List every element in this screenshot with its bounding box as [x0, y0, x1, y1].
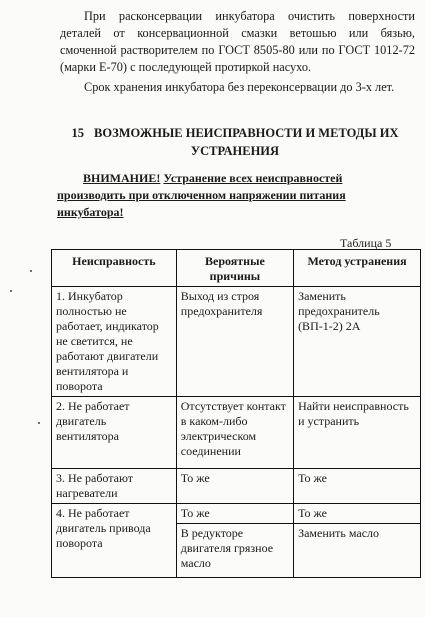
warning-text-line3: инкубатора!: [57, 205, 124, 219]
warning-block: [57, 170, 407, 221]
table-row: [52, 469, 421, 504]
paragraph-storage-period: Срок хранения инкубатора без переконсервации до 3-х лет.: [84, 80, 395, 94]
section-heading: [55, 124, 415, 160]
cell-fault: 3. Не работают нагреватели: [52, 469, 177, 504]
cell-remedy: То же: [294, 469, 421, 504]
header-remedy: Метод устранения: [294, 250, 421, 287]
warning-label: ВНИМАНИЕ!: [83, 171, 161, 185]
cell-cause: Выход из строя предохранителя: [176, 287, 293, 397]
table-row: [52, 287, 421, 397]
cell-remedy: Найти неисправность и устранить: [294, 397, 421, 469]
header-fault: Неисправность: [52, 250, 177, 287]
warning-text-line2: производить при отключенном напряжении питания: [57, 188, 346, 202]
table-header-row: [52, 250, 421, 287]
cell-cause: В редукторе двигателя грязное масло: [176, 524, 293, 578]
cell-cause: Отсутствует контакт в каком-либо электрическом соединении: [176, 397, 293, 469]
cell-fault: 1. Инкубатор полностью не работает, индикатор не светится, не работают двигатели вентилятора и поворота: [52, 287, 177, 397]
cell-fault: 4. Не работает двигатель привода поворота: [52, 504, 177, 578]
cell-fault: 2. Не работает двигатель вентилятора: [52, 397, 177, 469]
cell-remedy: То же: [294, 504, 421, 524]
table-row: [52, 504, 421, 524]
cell-remedy: Заменить масло: [294, 524, 421, 578]
header-causes: Вероятные причины: [176, 250, 293, 287]
warning-text-line1: Устранение всех неисправностей: [163, 171, 343, 185]
cell-remedy: Заменить предохранитель (ВП-1-2) 2А: [294, 287, 421, 397]
paragraph-deconservation: При расконсервации инкубатора очистить поверхности деталей от консервационной смазки ветошью или бязью, смоченной растворителем по ГОСТ 8505-80 или по ГОСТ 1012-72 (марки Е-70) с последующей протиркой насухо.: [60, 9, 415, 74]
section-title: ВОЗМОЖНЫЕ НЕИСПРАВНОСТИ И МЕТОДЫ ИХ УСТРАНЕНИЯ: [94, 126, 399, 158]
scan-speck: [38, 422, 40, 424]
table-caption: Таблица 5: [340, 236, 392, 250]
table-row: [52, 397, 421, 469]
section-number: 15: [71, 126, 85, 140]
faults-table: [51, 249, 421, 578]
cell-cause: То же: [176, 504, 293, 524]
scan-speck: [10, 290, 12, 292]
cell-cause: То же: [176, 469, 293, 504]
scan-speck: [30, 270, 32, 272]
